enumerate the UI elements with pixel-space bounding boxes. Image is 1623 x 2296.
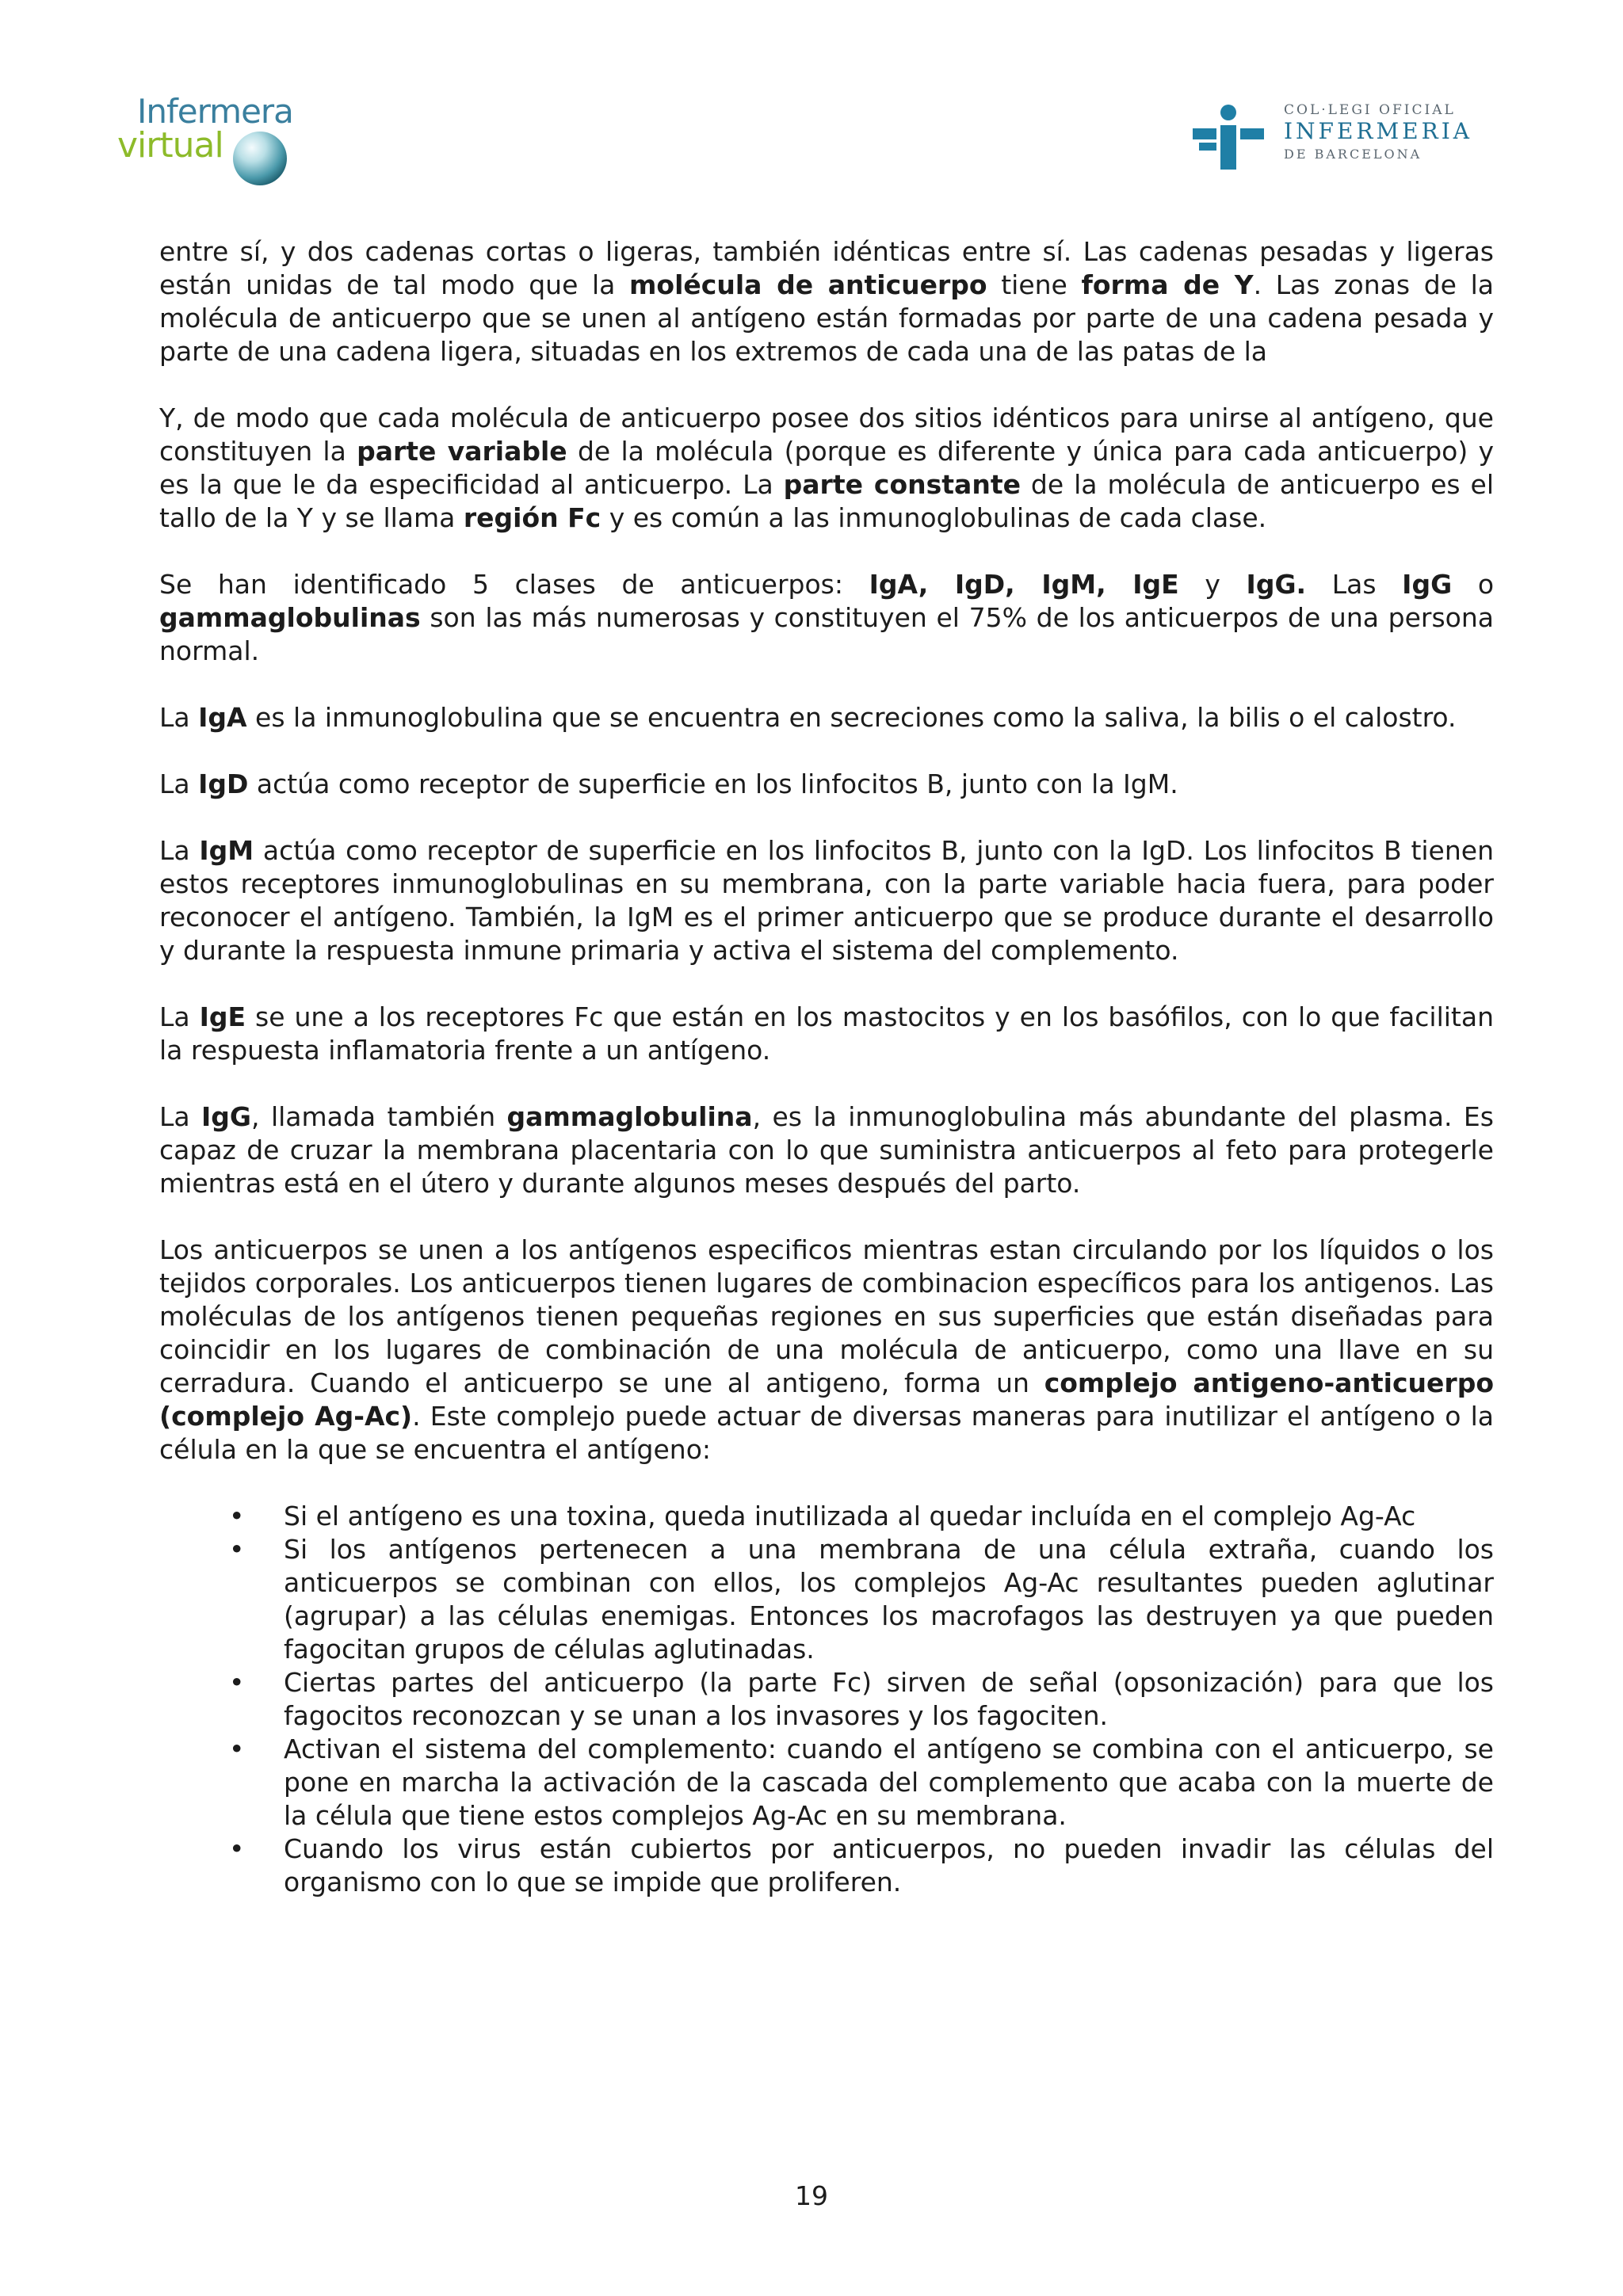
bold-run: molécula de anticuerpo	[629, 269, 987, 300]
bold-run: complejo antigeno-anticuerpo (complejo Ag-Ac)	[159, 1367, 1494, 1432]
logo-word-infermera: Infermera	[137, 92, 293, 131]
list-item: • Ciertas partes del anticuerpo (la parte Fc) sirven de señal (opsonización) para que los fagocitos reconozcan y se unan a los invasores y los fagociten.	[159, 1666, 1494, 1733]
list-item: • Si los antígenos pertenecen a una membrana de una célula extraña, cuando los anticuerpos se combinan con ellos, los complejos Ag-Ac resultantes pueden aglutinar (agrupar) a las células enemigas. Entonces los macrofagos las destruyen ya que pueden fagocitan grupos de células aglutinadas.	[159, 1533, 1494, 1666]
text-run: La	[159, 1101, 202, 1132]
text-run: es la inmunoglobulina que se encuentra en secreciones como la saliva, la bilis o el calostro.	[246, 702, 1457, 733]
paragraph	[159, 568, 1494, 668]
bold-run: IgA	[198, 702, 247, 733]
page-number: 19	[795, 2180, 828, 2211]
globe-icon	[231, 130, 288, 187]
text-run: y es común a las inmunoglobulinas de cada clase.	[601, 502, 1267, 533]
text-run: y	[1178, 569, 1247, 600]
text-run: . Este complejo puede actuar de diversas maneras para inutilizar el antígeno o la célula en la que se encuentra el antígeno:	[159, 1401, 1494, 1465]
bold-run: IgA, IgD, IgM, IgE	[869, 569, 1179, 600]
bold-run: parte constante	[783, 469, 1021, 500]
paragraphs	[159, 235, 1494, 1466]
paragraph	[159, 235, 1494, 368]
list-item: • Si el antígeno es una toxina, queda inutilizada al quedar incluída en el complejo Ag-Ac	[159, 1500, 1494, 1533]
text-run: La	[159, 702, 199, 733]
text-run: Los anticuerpos se unen a los antígenos especificos mientras estan circulando por los líquidos o los tejidos corporales. Los anticuerpos tienen lugares de combinacion específicos para los antigenos. Las moléculas de los antígenos tienen pequeñas regiones en sus superficies que están diseñadas para coincidir en los lugares de combinación de una molécula de anticuerpo, como una llave en su cerradura. Cuando el anticuerpo se une al antigeno, forma un	[159, 1234, 1494, 1398]
col-legi-infermeria-logo	[1193, 99, 1510, 178]
text-run: Se han identificado 5 clases de anticuerpos:	[159, 569, 869, 600]
logo-line-col-legi: COL·LEGI OFICIAL	[1284, 102, 1456, 118]
bold-run: forma de Y	[1081, 269, 1254, 300]
bold-run: región Fc	[463, 502, 601, 533]
bullet-list	[159, 1500, 1494, 1899]
text-run: La	[159, 835, 200, 866]
bold-run: IgD	[198, 769, 249, 799]
bold-run: parte variable	[357, 436, 567, 467]
text-run: actúa como receptor de superficie en los linfocitos B, junto con la IgD. Los linfocitos B tienen estos receptores inmunoglobulinas en su membrana, con la parte variable hacia fuera, para poder reconocer el antígeno. También, la IgM es el primer anticuerpo que se produce durante el desarrollo y durante la respuesta inmune primaria y activa el sistema del complemento.	[159, 835, 1494, 966]
bold-run: IgG	[201, 1101, 252, 1132]
text-run: Las	[1306, 569, 1403, 600]
bold-run: IgG	[1402, 569, 1453, 600]
text-run: La	[159, 769, 199, 799]
text-run: entre sí, y dos cadenas cortas o ligeras, también idénticas entre sí. Las cadenas pesadas y ligeras están unidas de tal modo que la	[159, 236, 1494, 300]
text-run: actúa como receptor de superficie en los linfocitos B, junto con la IgM.	[248, 769, 1178, 799]
logo-line-infermeria: INFERMERIA	[1284, 118, 1472, 144]
list-item: • Activan el sistema del complemento: cuando el antígeno se combina con el anticuerpo, se pone en marcha la activación de la cascada del complemento que acaba con la muerte de la célula que tiene estos complejos Ag-Ac en su membrana.	[159, 1733, 1494, 1833]
logo-line-barcelona: DE BARCELONA	[1284, 147, 1423, 162]
paragraph	[159, 834, 1494, 967]
paragraph	[159, 1001, 1494, 1067]
bold-run: IgM	[199, 835, 254, 866]
text-run: La	[159, 1001, 200, 1032]
text-run: o	[1452, 569, 1495, 600]
cross-icon	[1193, 103, 1264, 174]
body-text	[159, 235, 1494, 1899]
bold-run: gammaglobulina	[506, 1101, 753, 1132]
text-run: son las más numerosas y constituyen el 75% de los anticuerpos de una persona normal.	[159, 602, 1494, 666]
logo-word-virtual: virtual	[117, 125, 223, 166]
list-item: • Cuando los virus están cubiertos por anticuerpos, no pueden invadir las células del organismo con lo que se impide que proliferen.	[159, 1833, 1494, 1899]
text-run: Y, de modo que cada molécula de anticuerpo posee dos sitios idénticos para unirse al antígeno, que constituyen la	[159, 402, 1494, 467]
text-run: de la molécula (porque es diferente y única para cada anticuerpo) y es la que le da especificidad al anticuerpo. La	[159, 436, 1495, 500]
text-run: se une a los receptores Fc que están en los mastocitos y en los basófilos, con lo que facilitan la respuesta inflamatoria frente a un antígeno.	[159, 1001, 1494, 1066]
text-run: tiene	[987, 269, 1082, 300]
bold-run: IgG.	[1246, 569, 1307, 600]
text-run: . Las zonas de la molécula de anticuerpo que se unen al antígeno están formadas por parte de una cadena pesada y parte de una cadena ligera, situadas en los extremos de cada una de las patas de la	[159, 269, 1495, 367]
bold-run: IgE	[199, 1001, 246, 1032]
bold-run: gammaglobulinas	[159, 602, 421, 633]
infermera-virtual-logo	[117, 92, 315, 195]
text-run: , es la inmunoglobulina más abundante del plasma. Es capaz de cruzar la membrana placentaria con lo que suministra anticuerpos al feto para protegerle mientras está en el útero y durante algunos meses después del parto.	[159, 1101, 1494, 1199]
paragraph	[159, 402, 1494, 535]
paragraph	[159, 701, 1494, 734]
paragraph	[159, 1100, 1494, 1200]
paragraph	[159, 1234, 1494, 1466]
text-run: de la molécula de anticuerpo es el tallo de la Y y se llama	[159, 469, 1494, 533]
text-run: , llamada también	[251, 1101, 507, 1132]
paragraph	[159, 768, 1494, 801]
